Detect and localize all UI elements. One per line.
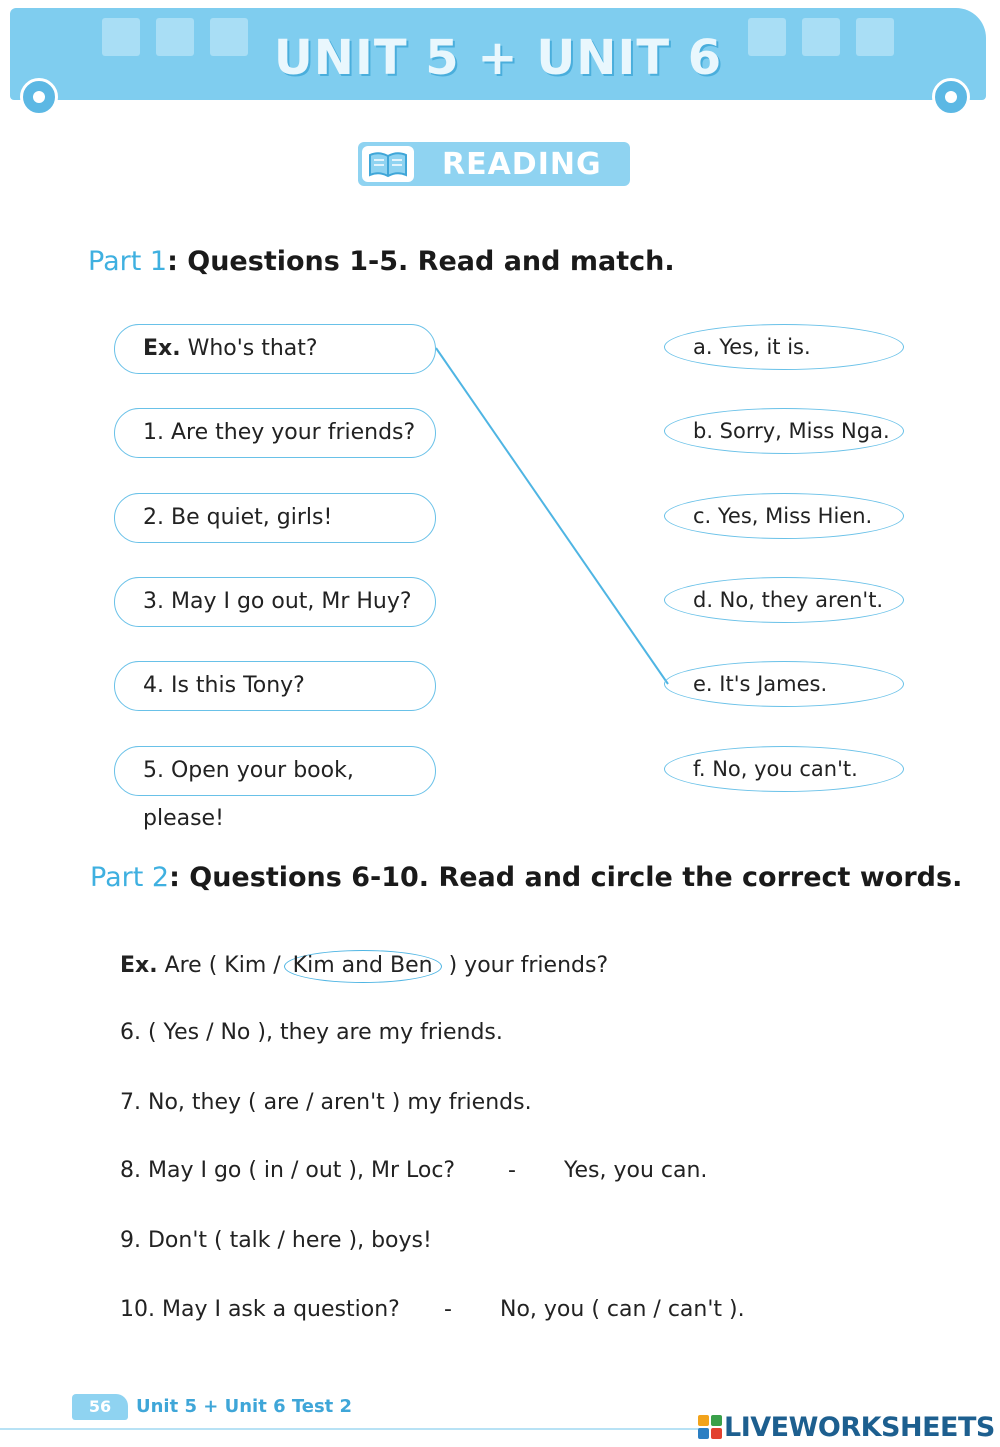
footer-bus-icon	[72, 1394, 128, 1420]
answer-text: c. Yes, Miss Hien.	[693, 504, 873, 528]
dialogue-dash: -	[508, 1158, 516, 1183]
sentence-reply: No, you ( can / can't ).	[500, 1297, 745, 1322]
match-question-4[interactable]	[114, 661, 436, 711]
sentence-text: 10. May I ask a question?	[120, 1297, 400, 1322]
example-prefix: Ex.	[143, 336, 181, 361]
match-answer-e[interactable]	[664, 661, 904, 707]
circle-question-10[interactable]	[120, 1297, 820, 1322]
match-answer-f[interactable]	[664, 746, 904, 792]
section-label: READING	[442, 147, 602, 182]
match-answer-a[interactable]	[664, 324, 904, 370]
footer-divider	[0, 1428, 700, 1430]
circle-question-6[interactable]	[120, 1020, 503, 1045]
match-answer-b[interactable]	[664, 408, 904, 454]
part2-label: Part 2	[90, 862, 170, 893]
sentence-text: 8. May I go ( in / out ), Mr Loc?	[120, 1158, 456, 1183]
sentence-text: 9. Don't ( talk / here ), boys!	[120, 1228, 432, 1253]
answer-text: e. It's James.	[693, 672, 828, 696]
example-after: ) your friends?	[448, 953, 609, 978]
page-title: UNIT 5 + UNIT 6	[273, 30, 723, 86]
footer-test-title: Unit 5 + Unit 6 Test 2	[136, 1396, 353, 1417]
example-prefix: Ex.	[120, 953, 158, 978]
circle-question-7[interactable]	[120, 1090, 532, 1115]
circle-question-8[interactable]	[120, 1158, 820, 1183]
part2-instruction: : Questions 6-10. Read and circle the correct words.	[169, 862, 963, 893]
sentence-text: 6. ( Yes / No ), they are my friends.	[120, 1020, 503, 1045]
part1-instruction: : Questions 1-5. Read and match.	[167, 246, 675, 277]
circle-example	[120, 950, 608, 983]
circle-question-9[interactable]	[120, 1228, 432, 1253]
answer-text: d. No, they aren't.	[693, 588, 884, 612]
question-text: 5. Open your book, please!	[143, 758, 354, 831]
sentence-text: 7. No, they ( are / aren't ) my friends.	[120, 1090, 532, 1115]
example-before: Are ( Kim /	[157, 953, 281, 978]
liveworksheets-mark-icon	[698, 1415, 722, 1439]
answer-text: a. Yes, it is.	[693, 335, 811, 359]
sentence-reply: Yes, you can.	[564, 1158, 708, 1183]
circled-answer: Kim and Ben	[284, 950, 442, 983]
dialogue-dash: -	[444, 1297, 452, 1322]
answer-text: b. Sorry, Miss Nga.	[693, 419, 890, 443]
match-answer-d[interactable]	[664, 577, 904, 623]
question-text: 4. Is this Tony?	[143, 673, 305, 698]
answer-text: f. No, you can't.	[693, 757, 858, 781]
question-text: 1. Are they your friends?	[143, 420, 416, 445]
question-text: 2. Be quiet, girls!	[143, 505, 333, 530]
match-question-3[interactable]	[114, 577, 436, 627]
match-question-1[interactable]	[114, 408, 436, 458]
match-question-5[interactable]	[114, 746, 436, 831]
match-question-2[interactable]	[114, 493, 436, 543]
question-text: Who's that?	[180, 336, 318, 361]
match-answer-c[interactable]	[664, 493, 904, 539]
brand-name: LIVEWORKSHEETS	[724, 1411, 995, 1443]
part2-heading	[90, 862, 962, 893]
page-number: 56	[88, 1397, 112, 1416]
part1-label: Part 1	[88, 246, 168, 277]
question-text: 3. May I go out, Mr Huy?	[143, 589, 412, 614]
liveworksheets-logo	[698, 1410, 995, 1444]
match-question-ex[interactable]	[114, 324, 436, 374]
